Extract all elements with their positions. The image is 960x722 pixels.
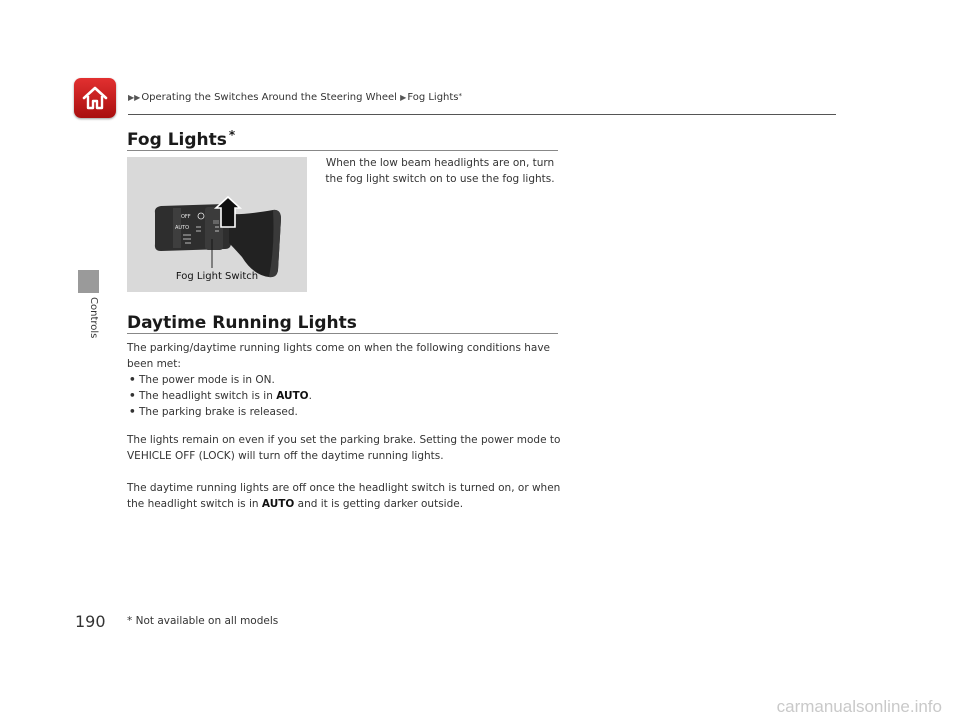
stalk-auto-label: AUTO bbox=[175, 225, 190, 231]
drl-conditions-list bbox=[127, 372, 312, 420]
condition-text: The parking brake is released. bbox=[139, 406, 298, 418]
breadcrumb-arrow-icon: ▶ bbox=[400, 93, 407, 102]
list-item bbox=[127, 372, 312, 388]
breadcrumb-asterisk: * bbox=[458, 92, 463, 100]
breadcrumb-arrow-icon: ▶▶ bbox=[128, 93, 141, 102]
list-item bbox=[127, 388, 312, 404]
header-divider bbox=[128, 114, 836, 115]
page-number: 190 bbox=[75, 612, 106, 631]
drl-off-conditions-paragraph bbox=[127, 480, 567, 512]
section-tab-marker[interactable] bbox=[78, 270, 99, 293]
auto-keyword: AUTO bbox=[261, 498, 295, 510]
home-icon bbox=[81, 85, 109, 111]
breadcrumb-item-fog-lights[interactable]: Fog Lights bbox=[407, 92, 459, 103]
fog-lights-asterisk: * bbox=[228, 128, 236, 142]
footnote: * Not available on all models bbox=[127, 615, 279, 627]
breadcrumb bbox=[128, 92, 462, 103]
fog-lights-title-text: Fog Lights bbox=[127, 130, 227, 150]
condition-text: The headlight switch is in bbox=[139, 390, 277, 402]
auto-keyword: AUTO bbox=[276, 390, 309, 402]
daytime-running-lights-heading: Daytime Running Lights bbox=[127, 313, 357, 333]
watermark: carmanualsonline.info bbox=[776, 697, 942, 716]
fog-lights-intro: When the low beam headlights are on, turn the fog light switch on to use the fog lights. bbox=[325, 157, 555, 185]
breadcrumb-item-switches[interactable]: Operating the Switches Around the Steering Wheel bbox=[141, 92, 397, 103]
fog-lights-divider bbox=[127, 150, 558, 151]
list-item bbox=[127, 404, 312, 420]
drl-intro-text: The parking/daytime running lights come on when the following conditions have been met: bbox=[127, 342, 551, 370]
condition-suffix: . bbox=[308, 390, 312, 402]
section-tab-label[interactable]: Controls bbox=[88, 297, 99, 339]
home-button[interactable] bbox=[74, 78, 116, 118]
fog-light-switch-callout: Fog Light Switch bbox=[175, 271, 259, 282]
drl-parking-brake-paragraph: The lights remain on even if you set the parking brake. Setting the power mode to VEHICLE OFF (LOCK) will turn off the daytime running lights. bbox=[127, 434, 561, 462]
stalk-off-label: OFF bbox=[181, 214, 191, 220]
daytime-running-lights-divider bbox=[127, 333, 558, 334]
fog-light-switch-illustration bbox=[127, 157, 307, 292]
condition-text: The power mode is in ON. bbox=[139, 374, 275, 386]
fog-lights-heading bbox=[127, 130, 235, 150]
paragraph-text: The daytime running lights are off once the headlight switch is turned on, or when the headlight switch is in bbox=[127, 482, 561, 510]
paragraph-text: and it is getting darker outside. bbox=[294, 498, 464, 510]
